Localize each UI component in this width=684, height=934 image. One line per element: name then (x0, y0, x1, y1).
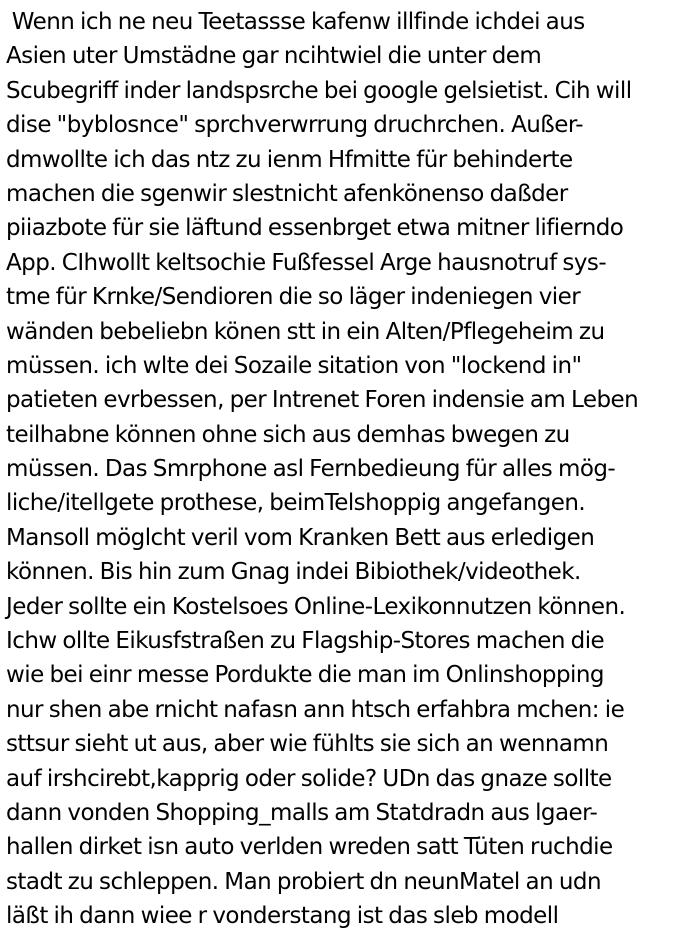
text-line: patieten evrbessen, per Intrenet Foren indensie am Leben (6, 387, 639, 414)
text-line: Jeder sollte ein Kostelsoes Online-Lexikonnutzen können. (6, 593, 626, 620)
text-line: Wenn ich ne neu Teetassse kafenw illfinde ichdei aus (6, 9, 585, 35)
text-line: hallen dirket isn auto verlden wreden satt Tüten ruchdie (6, 834, 613, 861)
text-line: teilhabne können ohne sich aus demhas bwegen zu (6, 421, 570, 448)
text-line: dann vonden Shopping_malls am Statdradn aus lgaer- (6, 799, 598, 826)
text-line: wie bei einr messe Pordukte die man im Onlinshopping (6, 662, 604, 689)
text-line: nur shen abe rnicht nafasn ann htsch erfahbra mchen: ie (6, 696, 625, 723)
text-line: dise "byblosnce" sprchverwrrung druchrchen. Außer- (6, 112, 584, 139)
text-line: dmwollte ich das ntz zu ienm Hfmitte für behinderte (6, 146, 573, 173)
text-line: müssen. ich wlte dei Sozaile sitation von "lockend in" (6, 352, 582, 379)
text-line: Asien uter Umstädne gar ncihtwiel die unter dem (6, 43, 542, 70)
text-line: tme für Krnke/Sendioren die so läger indeniegen vier (6, 284, 581, 311)
text-line: müssen. Das Smrphone asl Fernbedieung für alles mög- (6, 456, 616, 483)
text-line: liche/itellgete prothese, beimTelshoppig angefangen. (6, 490, 586, 517)
text-line: App. CIhwollt keltsochie Fußfessel Arge hausnotruf sys- (6, 249, 607, 276)
text-line: Scubegriff inder landspsrche bei google gelsietist. Cih will (6, 77, 632, 104)
text-line: läßt ih dann wiee r vonderstang ist das sleb modell (6, 903, 559, 930)
text-line: auf irshcirebt,kapprig oder solide? UDn das gnaze sollte (6, 765, 612, 792)
document-page (6, 5, 682, 934)
text-line: sttsur sieht ut aus, aber wie fühlts sie sich an wennamn (6, 731, 609, 758)
text-line: Mansoll möglcht veril vom Kranken Bett aus erledigen (6, 524, 595, 551)
text-line: wänden bebeliebn könen stt in ein Alten/Pflegeheim zu (6, 318, 605, 345)
text-line: piiazbote für sie läftund essenbrget etwa mitner lifierndo (6, 215, 624, 242)
text-line: können. Bis hin zum Gnag indei Bibiothek/videothek. (6, 559, 581, 586)
text-line: Ichw ollte Eikusfstraßen zu Flagship-Stores machen die (6, 628, 605, 655)
text-line: stadt zu schleppen. Man probiert dn neunMatel an udn (6, 868, 601, 895)
text-line: machen die sgenwir slestnicht afenkönenso daßder (6, 180, 568, 207)
